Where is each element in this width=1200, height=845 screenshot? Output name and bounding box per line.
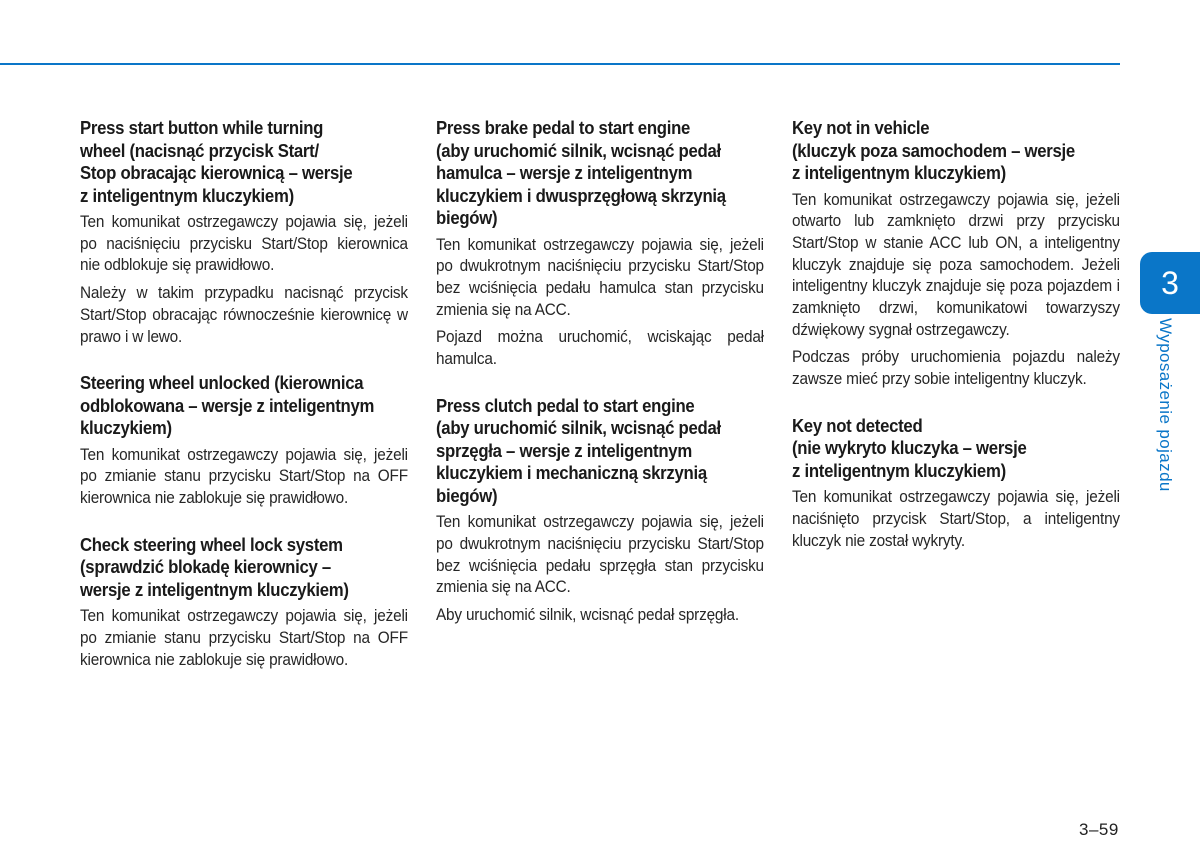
section-heading: [80, 534, 406, 602]
section-press-clutch-pedal: [436, 395, 764, 627]
body-paragraph: Ten komunikat ostrzegawczy pojawia się, jeżeli po dwukrotnym naciśnięciu przycisku Start/Stop bez wciśnięcia pedału sprzęgła stan przycisku zmienia się na ACC.: [436, 513, 764, 597]
section-heading: [436, 117, 762, 230]
heading-line: z inteligentnym kluczykiem): [792, 460, 1006, 481]
heading-line: sprzęgła – wersje z inteligentnym: [436, 440, 692, 461]
section-heading: [80, 117, 406, 207]
body-paragraph: Ten komunikat ostrzegawczy pojawia się, jeżeli otwarto lub zamknięto drzwi przy przycisku Start/Stop w stanie ACC lub ON, a inteligentny kluczyk znajduje się poza samochodem. Jeżeli inteligentny kluczyk znajduje się poza pojazdem i zamknięto drzwi, komunikatowi towarzyszy dźwiękowy sygnał ostrzegawczy.: [792, 190, 1120, 339]
heading-line: kluczykiem i mechaniczną skrzynią: [436, 463, 707, 484]
heading-line: Press clutch pedal to start engine: [436, 395, 695, 416]
section-heading: [792, 117, 1118, 185]
column-3: [792, 117, 1120, 576]
heading-line: hamulca – wersje z inteligentnym: [436, 163, 693, 183]
top-rule: [0, 63, 1120, 65]
chapter-tab: [1140, 252, 1200, 314]
body-paragraph: Ten komunikat ostrzegawczy pojawia się, jeżeli po naciśnięciu przycisku Start/Stop kierownica nie odblokuje się prawidłowo.: [80, 213, 408, 275]
body-paragraph: Podczas próby uruchomienia pojazdu należy zawsze mieć przy sobie inteligentny kluczyk.: [792, 348, 1120, 389]
heading-line: kluczykiem): [80, 418, 172, 439]
heading-line: (sprawdzić blokadę kierownicy –: [80, 557, 331, 578]
heading-line: Press brake pedal to start engine: [436, 118, 691, 138]
body-paragraph: Pojazd można uruchomić, wciskając pedał hamulca.: [436, 328, 764, 369]
heading-line: Press start button while turning: [80, 118, 324, 138]
heading-line: biegów): [436, 485, 498, 506]
heading-line: kluczykiem i dwusprzęgłową skrzynią: [436, 185, 726, 206]
section-steering-wheel-unlocked: [80, 372, 408, 510]
heading-line: z inteligentnym kluczykiem): [80, 185, 294, 206]
section-heading: [436, 395, 762, 508]
heading-line: Check steering wheel lock system: [80, 534, 343, 555]
heading-line: z inteligentnym kluczykiem): [792, 163, 1006, 183]
heading-line: Steering wheel unlocked (kierownica: [80, 373, 364, 394]
chapter-number: 3: [1161, 264, 1179, 301]
heading-line: (aby uruchomić silnik, wcisnąć pedał: [436, 140, 721, 161]
body-paragraph: Ten komunikat ostrzegawczy pojawia się, jeżeli po zmianie stanu przycisku Start/Stop na OFF kierownica nie zablokuje się prawidłowo.: [80, 607, 408, 669]
chapter-title: Wyposażenie pojazdu: [1156, 318, 1175, 492]
heading-line: (kluczyk poza samochodem – wersje: [792, 140, 1075, 161]
body-paragraph: Należy w takim przypadku nacisnąć przycisk Start/Stop obracając równocześnie kierownicę w prawo i w lewo.: [80, 284, 408, 346]
body-paragraph: Aby uruchomić silnik, wcisnąć pedał sprzęgła.: [436, 606, 739, 625]
page-number: 3–59: [1079, 820, 1119, 839]
section-key-not-in-vehicle: [792, 117, 1120, 391]
section-heading: [792, 415, 1118, 483]
heading-line: biegów): [436, 208, 498, 228]
section-heading: [80, 372, 406, 440]
column-1: [80, 117, 408, 695]
body-paragraph: Ten komunikat ostrzegawczy pojawia się, jeżeli naciśnięto przycisk Start/Stop, a inteligentny kluczyk nie został wykryty.: [792, 488, 1120, 550]
heading-line: wersje z inteligentnym kluczykiem): [80, 579, 349, 600]
body-paragraph: Ten komunikat ostrzegawczy pojawia się, jeżeli po zmianie stanu przycisku Start/Stop na OFF kierownica nie zablokuje się prawidłowo.: [80, 445, 408, 508]
heading-line: odblokowana – wersje z inteligentnym: [80, 395, 375, 416]
heading-line: Key not in vehicle: [792, 118, 930, 138]
heading-line: (aby uruchomić silnik, wcisnąć pedał: [436, 418, 721, 439]
heading-line: wheel (nacisnąć przycisk Start/: [80, 140, 319, 161]
column-2: [436, 117, 764, 651]
body-paragraph: Ten komunikat ostrzegawczy pojawia się, jeżeli po dwukrotnym naciśnięciu przycisku Start/Stop bez wciśnięcia pedału hamulca stan przycisku zmienia się na ACC.: [436, 235, 764, 319]
section-key-not-detected: [792, 415, 1120, 553]
heading-line: Key not detected: [792, 415, 923, 436]
heading-line: (nie wykryto kluczyka – wersje: [792, 438, 1027, 459]
heading-line: Stop obracając kierownicą – wersje: [80, 163, 353, 183]
section-start-button-turning-wheel: [80, 117, 408, 348]
section-check-steering-wheel-lock: [80, 534, 408, 672]
section-press-brake-pedal: [436, 117, 764, 371]
